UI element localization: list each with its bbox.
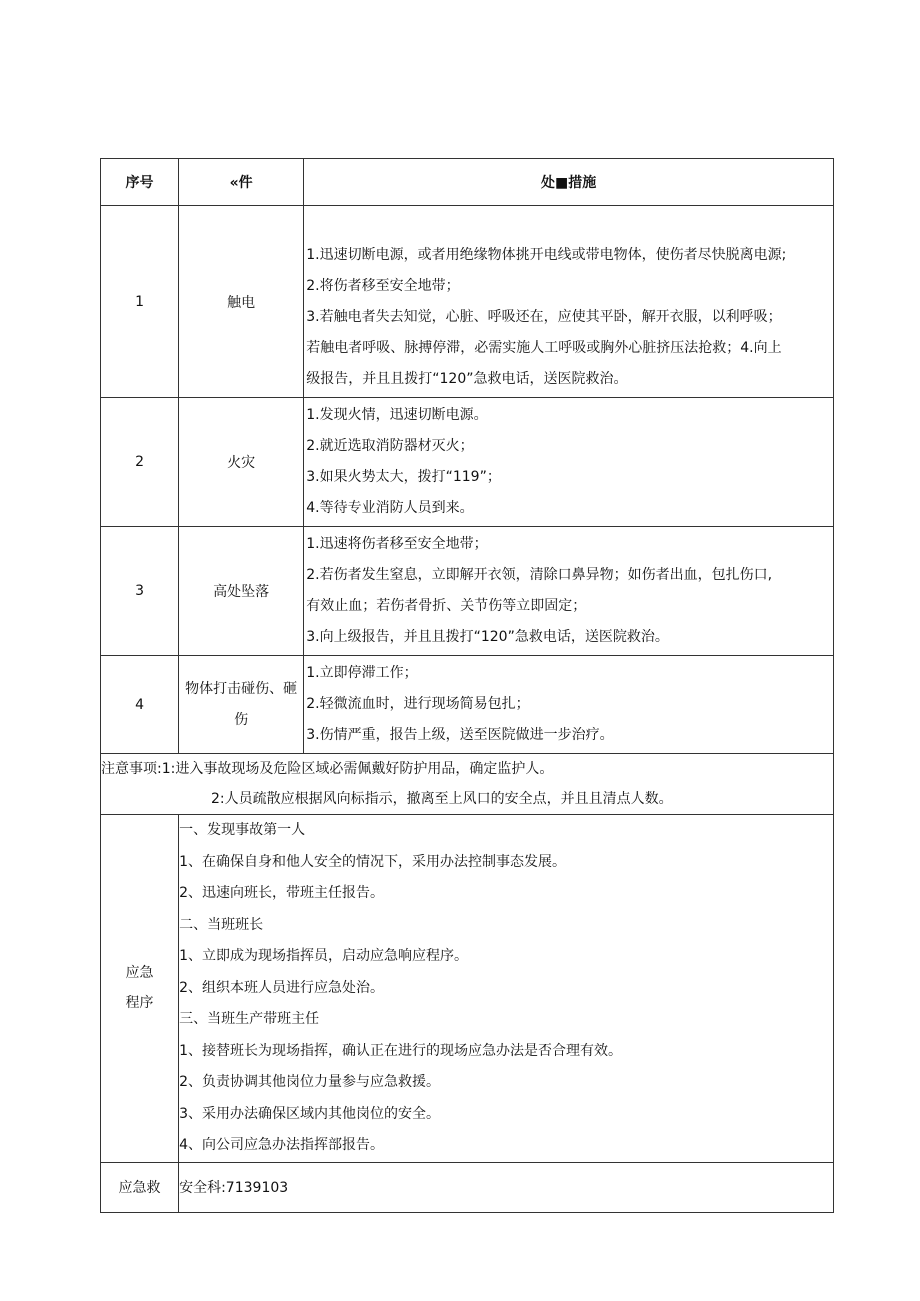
measure-line: 1.发现火情，迅速切断电源。 [306,407,488,423]
event-name: 触电 [179,206,304,398]
notes-row [101,754,834,815]
event-name [179,656,304,754]
contact-label: 应急救 [101,1162,179,1212]
measure-line: 3.如果火势太大，拨打“119”； [306,469,501,485]
measures-cell [304,656,834,754]
procedure-line: 1、在确保自身和他人安全的情况下，采用办法控制事态发展。 [179,853,566,870]
row-number: 3 [101,527,179,656]
table-row [101,656,834,754]
procedure-line: 3、采用办法确保区域内其他岗位的安全。 [179,1105,440,1122]
header-row [101,159,834,206]
procedure-label-line: 程序 [125,995,154,1012]
measure-line: 4.等待专业消防人员到来。 [306,500,474,516]
event-name: 火灾 [179,398,304,527]
measure-line: 2.轻微流血时，进行现场简易包扎； [306,696,530,712]
measure-line: 3.向上级报告，并且且拨打“120”急救电话，送医院救治。 [306,629,669,645]
procedure-line: 2、负责协调其他岗位力量参与应急救援。 [179,1074,440,1090]
contact-value: 安全科:7139103 [179,1162,834,1212]
measure-line: 1.立即停滞工作； [306,665,418,681]
row-number: 4 [101,656,179,754]
measure-line: 3.伤情严重，报告上级，送至医院做进一步治疗。 [306,727,614,743]
measure-line: 2.将伤者移至安全地带； [306,278,460,294]
measures-cell [304,527,834,656]
measure-line: 2.就近选取消防器材灭火； [306,438,474,454]
header-no: 序号 [101,159,179,206]
measure-line: 2.若伤者发生窒息，立即解开衣领，清除口鼻异物；如伤者出血，包扎伤口, [306,567,773,583]
measures-cell [304,206,834,398]
procedure-line: 三、当班生产带班主任 [179,1011,320,1027]
procedure-steps [179,815,834,1163]
table-row [101,206,834,398]
event-name-line: 物体打击碰伤、砸 [185,680,298,697]
procedure-line: 1、立即成为现场指挥员，启动应急响应程序。 [179,948,468,964]
procedure-label-line: 应急 [125,965,154,982]
procedure-line: 2、组织本班人员进行应急处治。 [179,979,385,996]
procedure-line: 4、向公司应急办法指挥部报告。 [179,1137,385,1153]
note-line-2: 2:人员疏散应根据风向标指示，撤离至上风口的安全点，并且且清点人数。 [211,791,673,807]
procedure-row [101,815,834,1163]
procedure-line: 1、接替班长为现场指挥，确认正在进行的现场应急办法是否合理有效。 [179,1042,622,1059]
measure-line: 3.若触电者失去知觉，心脏、呼吸还在，应使其平卧，解开衣服，以利呼吸； [306,309,782,325]
procedure-line: 一、发现事故第一人 [179,822,306,838]
table-row [101,527,834,656]
measure-line: 有效止血；若伤者骨折、关节伤等立即固定； [306,598,587,614]
notes-cell [101,754,834,815]
measures-cell [304,398,834,527]
note-line-1: 注意事项:1:进入事故现场及危险区域必需佩戴好防护用品，确定监护人。 [101,761,554,777]
row-number: 2 [101,398,179,527]
procedure-label [101,815,179,1163]
event-name-line: 伤 [234,711,249,728]
measure-line: 级报告，并且且拨打“120”急救电话，送医院救治。 [306,371,628,387]
table-row [101,398,834,527]
row-number: 1 [101,206,179,398]
contact-row [101,1162,834,1212]
procedure-line: 2、迅速向班长，带班主任报告。 [179,885,385,901]
measure-line: 1.迅速切断电源，或者用绝缘物体挑开电线或带电物体，使伤者尽快脱离电源; [306,247,787,263]
event-name: 高处坠落 [179,527,304,656]
emergency-measures-table [100,158,834,1213]
measure-line: 若触电者呼吸、脉搏停滞，必需实施人工呼吸或胸外心脏挤压法抢救；4.向上 [306,340,782,356]
measure-line: 1.迅速将伤者移至安全地带； [306,536,488,552]
procedure-line: 二、当班班长 [179,916,264,933]
header-event: «件 [179,159,304,206]
header-measures: 处■措施 [304,159,834,206]
